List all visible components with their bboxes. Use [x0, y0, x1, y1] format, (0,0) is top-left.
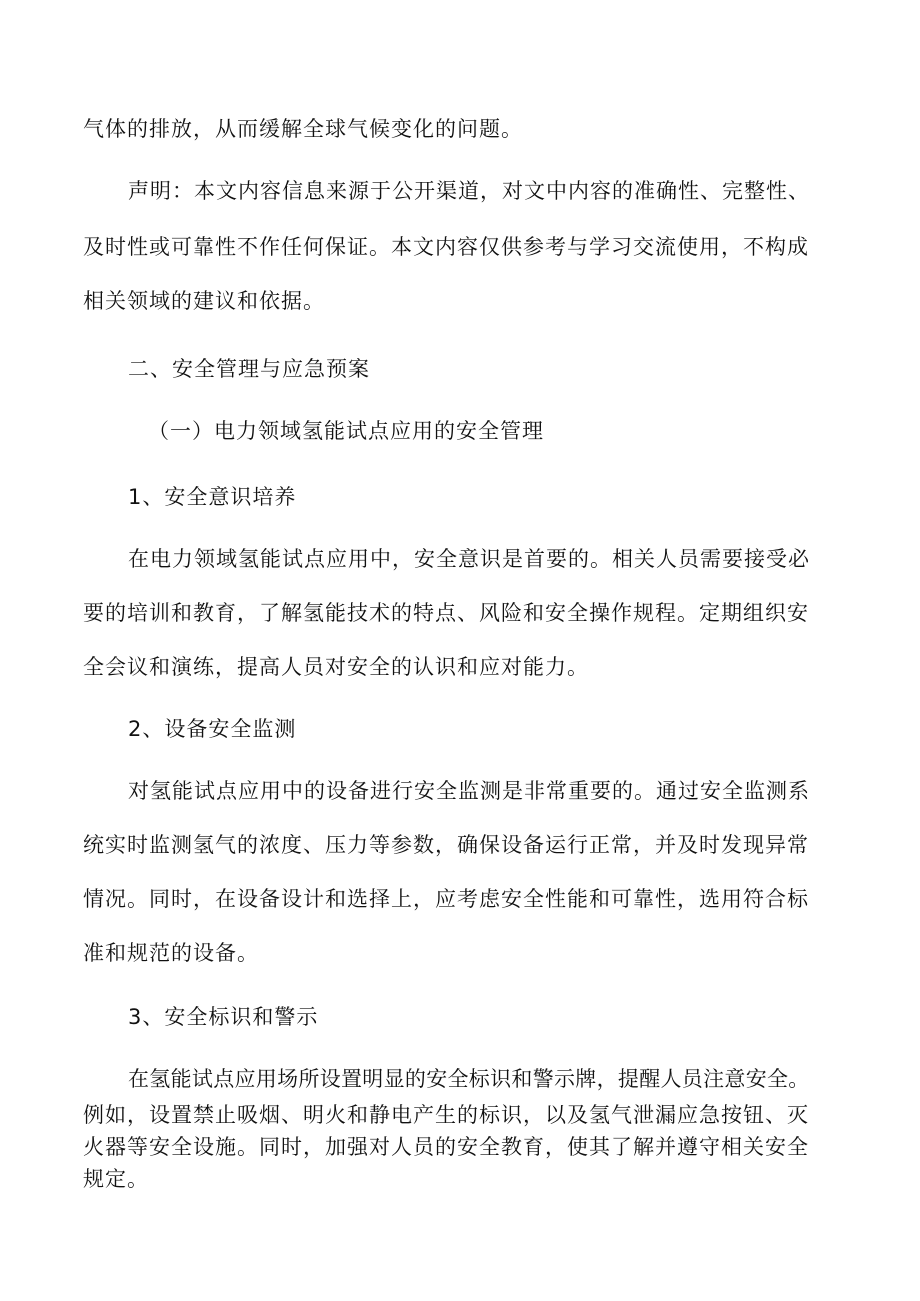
item2-body-line-2: 统实时监测氢气的浓度、压力等参数，确保设备运行正常，并及时发现异常 [83, 833, 809, 857]
disclaimer-line-1: 声明：本文内容信息来源于公开渠道，对文中内容的准确性、完整性、 [128, 179, 810, 203]
item1-body-line-3: 全会议和演练，提高人员对安全的认识和应对能力。 [83, 655, 589, 679]
item1-heading: 1、安全意识培养 [128, 485, 297, 509]
item3-body-line-3: 火器等安全设施。同时，加强对人员的安全教育，使其了解并遵守相关安全 [83, 1135, 809, 1159]
disclaimer-line-3: 相关领域的建议和依据。 [83, 289, 325, 313]
item3-body-line-2: 例如，设置禁止吸烟、明火和静电产生的标识，以及氢气泄漏应急按钮、灭 [83, 1103, 809, 1127]
paragraph-intro-line-1: 气体的排放，从而缓解全球气候变化的问题。 [83, 117, 523, 141]
item2-heading: 2、设备安全监测 [128, 717, 297, 741]
item2-body-line-3: 情况。同时，在设备设计和选择上，应考虑安全性能和可靠性，选用符合标 [83, 887, 809, 911]
item2-body-line-1: 对氢能试点应用中的设备进行安全监测是非常重要的。通过安全监测系 [128, 779, 810, 803]
section-title: 二、安全管理与应急预案 [128, 357, 370, 381]
item1-body-line-1: 在电力领域氢能试点应用中，安全意识是首要的。相关人员需要接受必 [128, 547, 810, 571]
item1-body-line-2: 要的培训和教育，了解氢能技术的特点、风险和安全操作规程。定期组织安 [83, 601, 809, 625]
item3-body-line-1: 在氢能试点应用场所设置明显的安全标识和警示牌，提醒人员注意安全。 [128, 1067, 810, 1091]
item3-heading: 3、安全标识和警示 [128, 1005, 319, 1029]
subsection-title: （一）电力领域氢能试点应用的安全管理 [148, 419, 544, 443]
disclaimer-line-2: 及时性或可靠性不作任何保证。本文内容仅供参考与学习交流使用，不构成 [83, 235, 809, 259]
item3-body-line-4: 规定。 [83, 1167, 149, 1191]
item2-body-line-4: 准和规范的设备。 [83, 941, 259, 965]
